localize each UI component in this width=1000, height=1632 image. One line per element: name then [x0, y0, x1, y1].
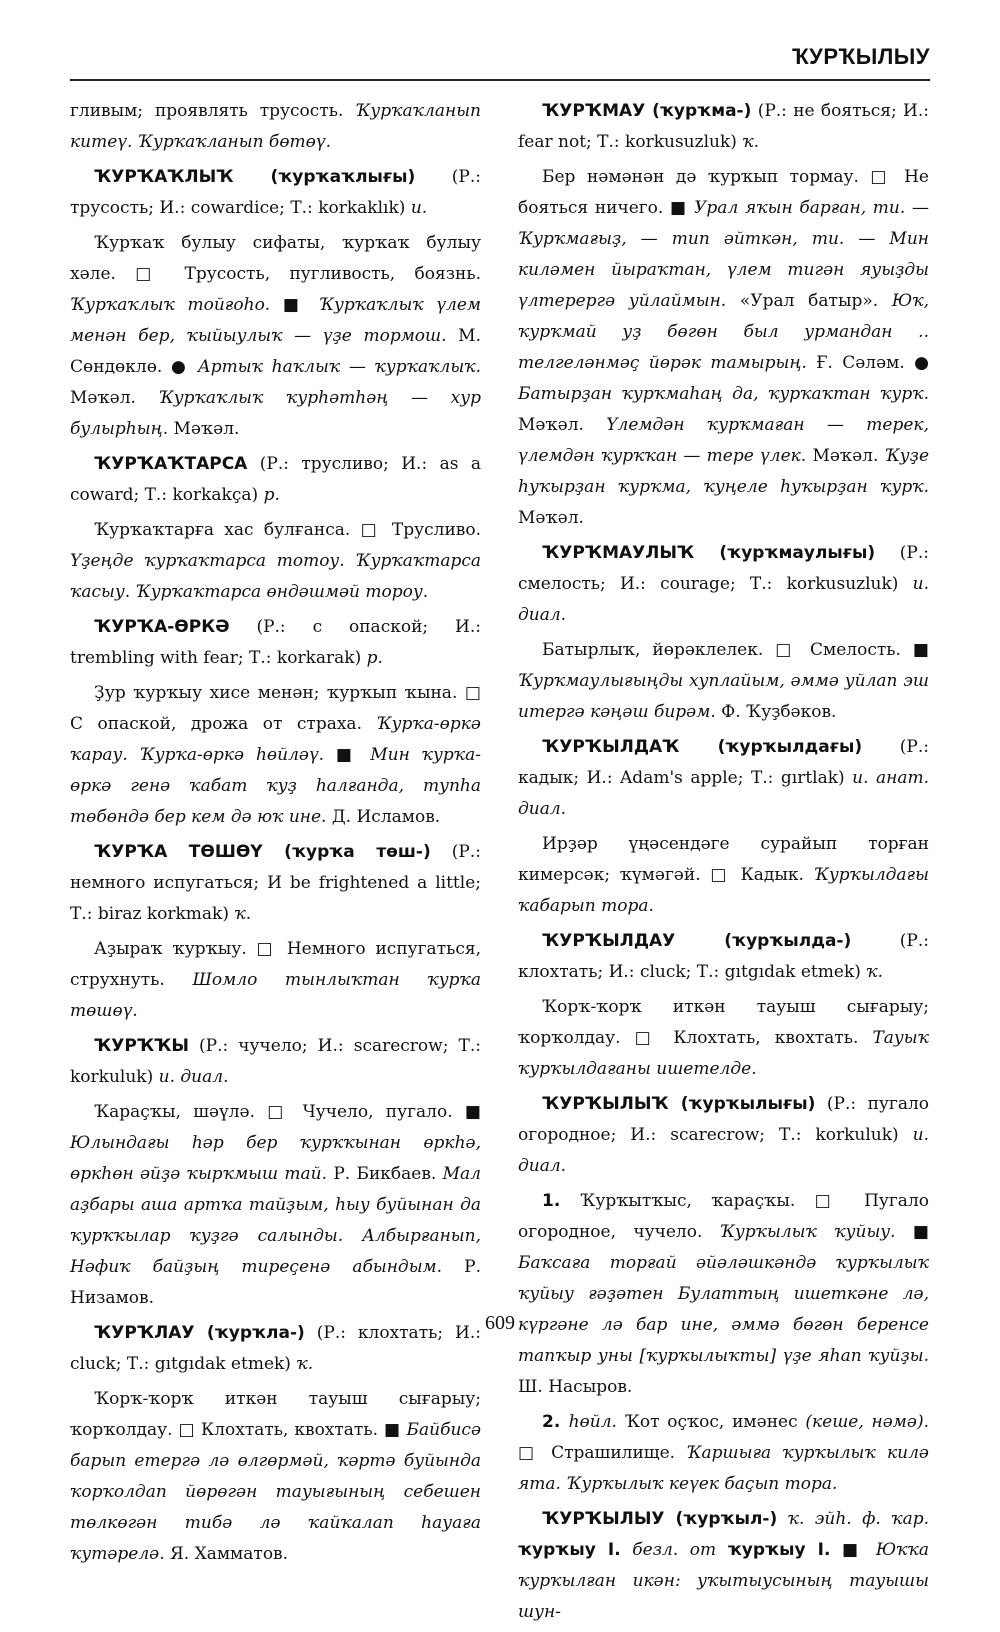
italic-text: Юҡ, ҡурҡмай уҙ бөгөн был урмандан .. телгеләнмәҫ йөрәк тамырың.: [518, 291, 929, 373]
entry-text: [621, 1540, 633, 1560]
left-column: [70, 96, 481, 1574]
entry-text: Р. Бикбаев.: [327, 1164, 443, 1184]
entry-text: (Р.: с опаской; И.: trembling with fear; Т.: korkarak): [70, 617, 481, 668]
entry-text: Ф. Ҡуҙбәков.: [715, 702, 837, 722]
entry-paragraph: [70, 515, 481, 608]
italic-text: и. диал.: [518, 1125, 929, 1176]
entry-text: Ғ. Сәләм. ●: [806, 353, 929, 373]
entry-paragraph: [518, 829, 929, 922]
headword: ҠУРҠМАУЛЫҠ (ҡурҡмаулығы): [542, 543, 876, 563]
entry-paragraph: [518, 96, 929, 158]
italic-text: һөйл.: [568, 1412, 617, 1432]
headword: ҠУРҠЛАУ (ҡурҡла-): [94, 1323, 305, 1343]
entry-text: □ Страшилище.: [518, 1443, 687, 1463]
entry-paragraph: [70, 934, 481, 1027]
headword: 1.: [542, 1191, 581, 1211]
italic-text: Үлемдән ҡурҡмаған — терек, үлемдән ҡурҡҡан — тере үлек.: [518, 415, 929, 466]
italic-text: Юҡҡа ҡурҡылған икән: уҡытыусының тауышы шун-: [518, 1540, 930, 1622]
entry-text: Р. Низамов.: [70, 1257, 481, 1308]
italic-text: ҡ.: [296, 1354, 314, 1374]
headword: ҠУРҠҠЫ: [94, 1036, 189, 1056]
entry-paragraph: [518, 1504, 929, 1628]
entry-text: (Р.: клохтать; И.: cluck; Т.: gıtgıdak etmek): [70, 1323, 481, 1374]
headword: ҠУРҠАҠТАРСА: [94, 454, 248, 474]
headword: ҠУРҠА-ӨРКӘ: [94, 617, 230, 637]
italic-text: Ҡурҡмаулығыңды хуплайым, әммә уйлап эш итергә кәңәш бирәм.: [518, 671, 929, 722]
entry-text: Я. Хамматов.: [164, 1544, 289, 1564]
entry-text: Мәҡәл.: [518, 415, 607, 435]
entry-text: ■: [324, 745, 371, 765]
entry-paragraph: [518, 1407, 929, 1500]
italic-text: ҡ.: [234, 904, 252, 924]
italic-text: ҡ.: [866, 962, 884, 982]
entry-text: (Р.: клохтать; И.: cluck; Т.: gıtgıdak etmek): [518, 931, 929, 982]
italic-text: и. анат. диал.: [518, 768, 930, 819]
italic-text: Ҡурҡа-өркә ҡарау. Ҡурҡа-өркә һөйләү.: [70, 714, 481, 765]
entry-text: ■: [830, 1540, 876, 1560]
entry-paragraph: [70, 1031, 481, 1093]
entry-text: М. Сөндөклө. ●: [70, 326, 481, 377]
italic-text: Ҡурҡаҡлыҡ үлем менән бер, ҡыйыулыҡ — үҙе тормош.: [70, 295, 481, 346]
entry-text: (Р.: трусливо; И.: as a coward; Т.: korkakça): [70, 454, 481, 505]
italic-text: Тауыҡ ҡурҡылдағаны ишетелде.: [518, 1028, 929, 1079]
headword: ҠУРҠЫЛДАУ (ҡурҡылда-): [542, 931, 852, 951]
page-number: 609: [485, 1312, 515, 1334]
entry-paragraph: [518, 992, 929, 1085]
entry-text: (Р.: кадык; И.: Adam's apple; Т.: gırtlak): [518, 737, 929, 788]
italic-text: Ҡурҡаҡлыҡ ҡурһәтһәң — хур булырһың.: [70, 388, 481, 439]
headword: 2.: [542, 1412, 569, 1432]
italic-text: Шомло тынлыҡтан ҡурҡа төшөү.: [70, 970, 481, 1021]
entry-text: [716, 1540, 728, 1560]
headword: ҠУРҠМАУ (ҡурҡма-): [542, 101, 752, 121]
entry-text: Аҙыраҡ ҡурҡыу. □ Немного испугаться, струхнуть.: [70, 939, 481, 990]
italic-text: Ҡаршыға ҡурҡылыҡ килә ята. Ҡурҡылыҡ кеүек баҫып тора.: [518, 1443, 929, 1494]
italic-text: Юлындағы һәр бер ҡурҡҡынан өркһә, өркһөн әйҙә ҡырҡмыш тай.: [70, 1133, 481, 1184]
italic-text: (кеше, нәмә).: [805, 1412, 929, 1432]
entry-paragraph: [70, 449, 481, 511]
entry-text: ■: [270, 295, 319, 315]
entry-text: Бер нәмәнән дә ҡурҡып тормау. □ Не бояться ничего. ■: [518, 167, 929, 218]
entry-text: Мәҡәл.: [70, 388, 159, 408]
entry-text: (Р.: пугало огородное; И.: scarecrow; Т.: korkuluk): [518, 1094, 929, 1145]
entry-paragraph: [518, 635, 929, 728]
italic-text: Мал аҙбары аша артҡа тайҙым, һыу буйынан да ҡурҡҡылар ҡуҙгә салынды. Албырғанып, Нәфиҡ байҙың тиреҫенә абындым.: [70, 1164, 481, 1277]
entry-paragraph: [70, 837, 481, 930]
italic-text: Ҡурҡылдағы ҡабарып тора.: [518, 865, 929, 916]
headword: ҠУРҠЫЛЫУ (ҡурҡыл-): [542, 1509, 778, 1529]
headword: ҠУРҠАҠЛЫҠ (ҡурҡаҡлығы): [94, 167, 416, 187]
entry-paragraph: [70, 1384, 481, 1570]
entry-text: Мәҡәл.: [806, 446, 885, 466]
entry-text: ■: [895, 1222, 929, 1242]
entry-text: Ҙур ҡурҡыу хисе менән; ҡурҡып ҡына. □ С опаской, дрожа от страха.: [70, 683, 481, 734]
entry-paragraph: [518, 538, 929, 631]
italic-text: Ҡурҡаҡланып китеү. Ҡурҡаҡланып бөтөү.: [70, 101, 481, 152]
headword: ҡурҡыу I.: [727, 1540, 831, 1560]
entry-paragraph: [518, 1186, 929, 1403]
entry-text: [777, 1509, 787, 1529]
headword: ҠУРҠЫЛЫҠ (ҡурҡылығы): [542, 1094, 816, 1114]
italic-text: Мин ҡурҡа-өркә генә ҡабат ҡуҙ һалғанда, тупһа төбөндә бер кем дә юҡ ине.: [70, 745, 482, 827]
italic-text: Ҡуҙе һуҡырҙан ҡурҡма, ҡуңеле һуҡырҙан ҡурҡ.: [518, 446, 929, 497]
running-head: ҠУРҠЫЛЫУ: [791, 44, 930, 69]
entry-text: (Р.: немного испугаться; И be frightened a little; Т.: biraz korkmak): [70, 842, 482, 924]
italic-text: р.: [263, 485, 280, 505]
entry-paragraph: [70, 1097, 481, 1314]
entry-text: Батырлыҡ, йөрәклелек. □ Смелость. ■: [542, 640, 929, 660]
entry-text: Мәҡәл.: [168, 419, 240, 439]
entry-text: (Р.: чучело; И.: scarecrow; Т.: korkuluk): [70, 1036, 481, 1087]
italic-text: Ҡурҡаҡлыҡ тойғоһо.: [70, 295, 271, 315]
italic-text: и. диал.: [158, 1067, 229, 1087]
italic-text: р.: [366, 648, 383, 668]
entry-paragraph: [518, 162, 929, 534]
entry-text: Ҡурҡытҡыс, ҡараҫҡы. □ Пугало огородное, чучело.: [518, 1191, 929, 1242]
entry-text: Д. Исламов.: [326, 807, 441, 827]
italic-text: Ҡурҡылыҡ ҡуйыу.: [719, 1222, 896, 1242]
entry-text: Ирҙәр үңәсендәге сурайып торған кимерсәк; ҡүмәгәй. □ Кадык.: [518, 834, 929, 885]
entry-text: Ҡорҡ-ҡорҡ иткән тауыш сығарыу; ҡорҡолдау. □ Клохтать, квохтать.: [518, 997, 929, 1048]
entry-paragraph: [518, 926, 929, 988]
entry-paragraph: [70, 612, 481, 674]
entry-text: Ш. Насыров.: [518, 1377, 633, 1397]
italic-text: Үҙеңде ҡурҡаҡтарса тотоу. Ҡурҡаҡтарса ҡасыу. Ҡурҡаҡтарса өндәшмәй тороу.: [70, 551, 481, 602]
entry-text: (Р.: смелость; И.: courage; Т.: korkusuzluk): [518, 543, 929, 594]
entry-paragraph: [518, 1089, 929, 1182]
entry-text: (Р.: трусость; И.: cowardice; Т.: korkaklık): [70, 167, 481, 218]
headword: ҠУРҠА ТӨШӨҮ (ҡурҡа төш-): [94, 842, 431, 862]
entry-text: Мәҡәл.: [518, 508, 584, 528]
entry-paragraph: [70, 678, 481, 833]
entry-text: Ҡорҡ-ҡорҡ иткән тауыш сығарыу; ҡорҡолдау. □ Клохтать, квохтать. ■: [70, 1389, 481, 1440]
entry-paragraph: [70, 96, 481, 158]
italic-text: и.: [410, 198, 428, 218]
entry-paragraph: [518, 732, 929, 825]
italic-text: Байбисә барып етергә лә өлгөрмәй, ҡәртә буйында ҡорҡолдап йөрөгән тауығының себешен төлкөгән тибә лә ҡайҡалап һауаға ҡутәрелә.: [70, 1420, 481, 1564]
entry-text: Ҡот оҫҡос, имәнес: [616, 1412, 806, 1432]
entry-text: «Урал батыр».: [726, 291, 892, 311]
entry-paragraph: [70, 162, 481, 224]
italic-text: ҡ. эйһ. ф. ҡар.: [787, 1509, 929, 1529]
headword: ҡурҡыу I.: [518, 1540, 621, 1560]
italic-text: Батырҙан ҡурҡмаһаң да, ҡурҡаҡтан ҡурҡ.: [518, 384, 929, 404]
right-column: [518, 96, 929, 1632]
italic-text: Баҡсаға торғай әйәләшкәндә ҡурҡылыҡ ҡуйыу ғәҙәтен Булаттың ишеткәне лә, күргәне лә бар ине, әммә бөгөн беренсе тапҡыр уны [ҡурҡылыҡты] үҙе яһап ҡуйҙы.: [518, 1253, 929, 1366]
entry-text: Ҡурҡаҡтарға хас булғанса. □ Трусливо.: [94, 520, 481, 540]
italic-text: и. диал.: [518, 574, 929, 625]
italic-text: Урал яҡын барған, ти. — Ҡурҡмағыҙ, — тип әйткән, ти. — Мин киләмен йыраҡтан, үлем тигән яуыҙды үлтерергә уйлаймын.: [518, 198, 929, 311]
italic-text: ҡ.: [742, 132, 760, 152]
entry-paragraph: [70, 228, 481, 445]
entry-text: Ҡурҡаҡ булыу сифаты, ҡурҡаҡ булыу хәле. □ Трусость, пугливость, боязнь.: [70, 233, 481, 284]
italic-text: безл. от: [632, 1540, 717, 1560]
entry-text: гливым; проявлять трусость.: [70, 101, 356, 121]
italic-text: Артыҡ һаҡлыҡ — ҡурҡаҡлыҡ.: [197, 357, 482, 377]
header-rule: [70, 79, 930, 81]
headword: ҠУРҠЫЛДАҠ (ҡурҡылдағы): [542, 737, 863, 757]
entry-text: (Р.: не бояться; И.: fear not; Т.: korkusuzluk): [518, 101, 929, 152]
entry-text: Ҡараҫҡы, шәүлә. □ Чучело, пугало. ■: [94, 1102, 481, 1122]
